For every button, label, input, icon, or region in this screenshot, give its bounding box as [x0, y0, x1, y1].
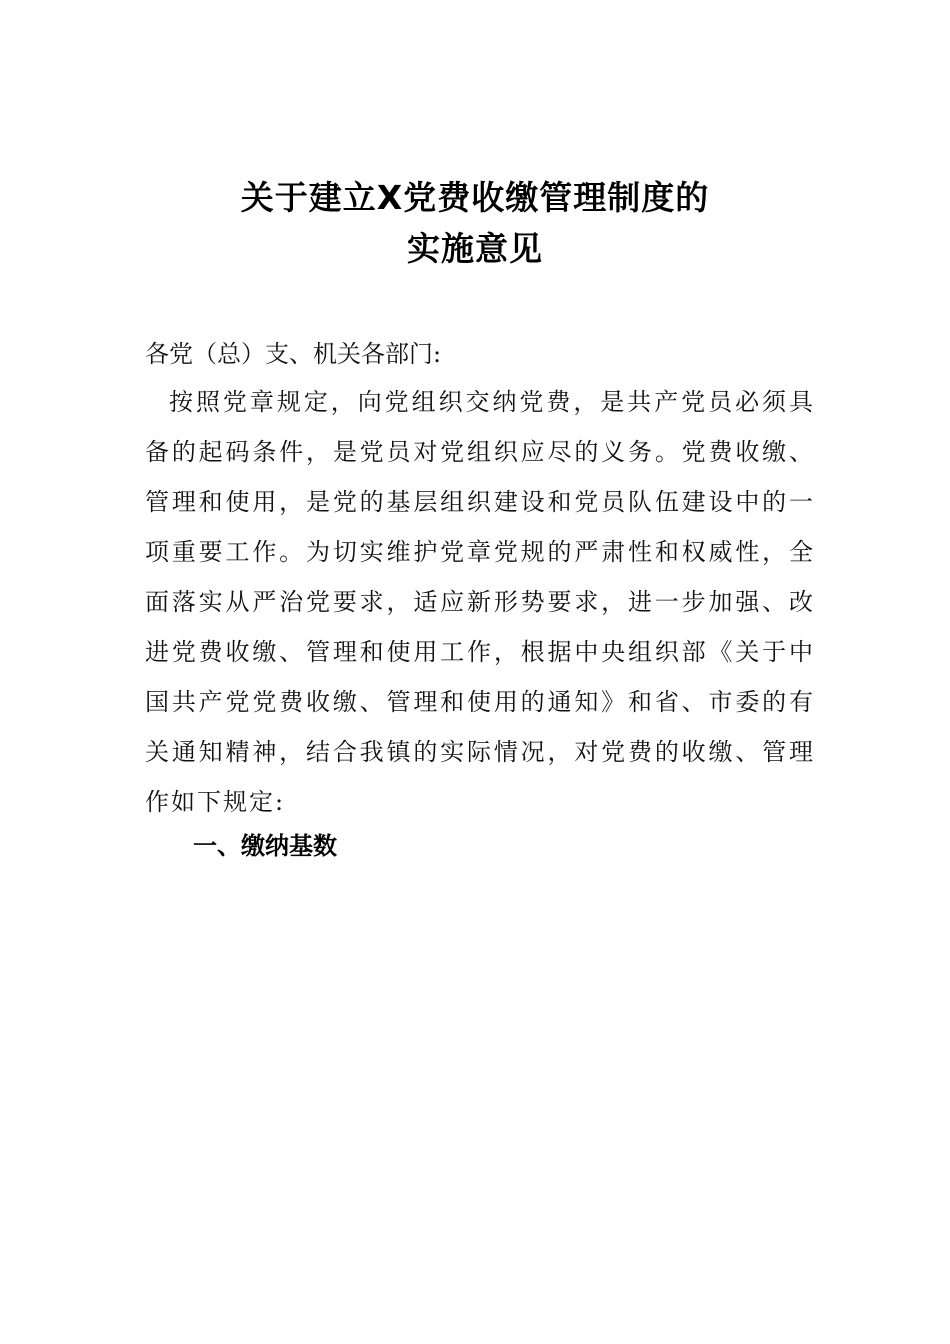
body-paragraph: 按照党章规定，向党组织交纳党费，是共产党员必须具备的起码条件，是党员对党组织应尽的义务。党费收缴、管理和使用，是党的基层组织建设和党员队伍建设中的一项重要工作。为切实维护党章党规的严肃性和权威性，全面落实从严治党要求，适应新形势要求，进一步加强、改进党费收缴、管理和使用工作，根据中央组织部《关于中国共产党党费收缴、管理和使用的通知》和省、市委的有关通知精神，结合我镇的实际情况，对党费的收缴、管理作如下规定: — [145, 388, 815, 816]
document-title-line-1: 关于建立X党费收缴管理制度的 — [240, 178, 710, 217]
document-title-line-2: 实施意见 — [407, 229, 543, 268]
section-heading: 一、缴纳基数 — [193, 832, 337, 860]
salutation: 各党（总）支、机关各部门: — [145, 340, 442, 368]
